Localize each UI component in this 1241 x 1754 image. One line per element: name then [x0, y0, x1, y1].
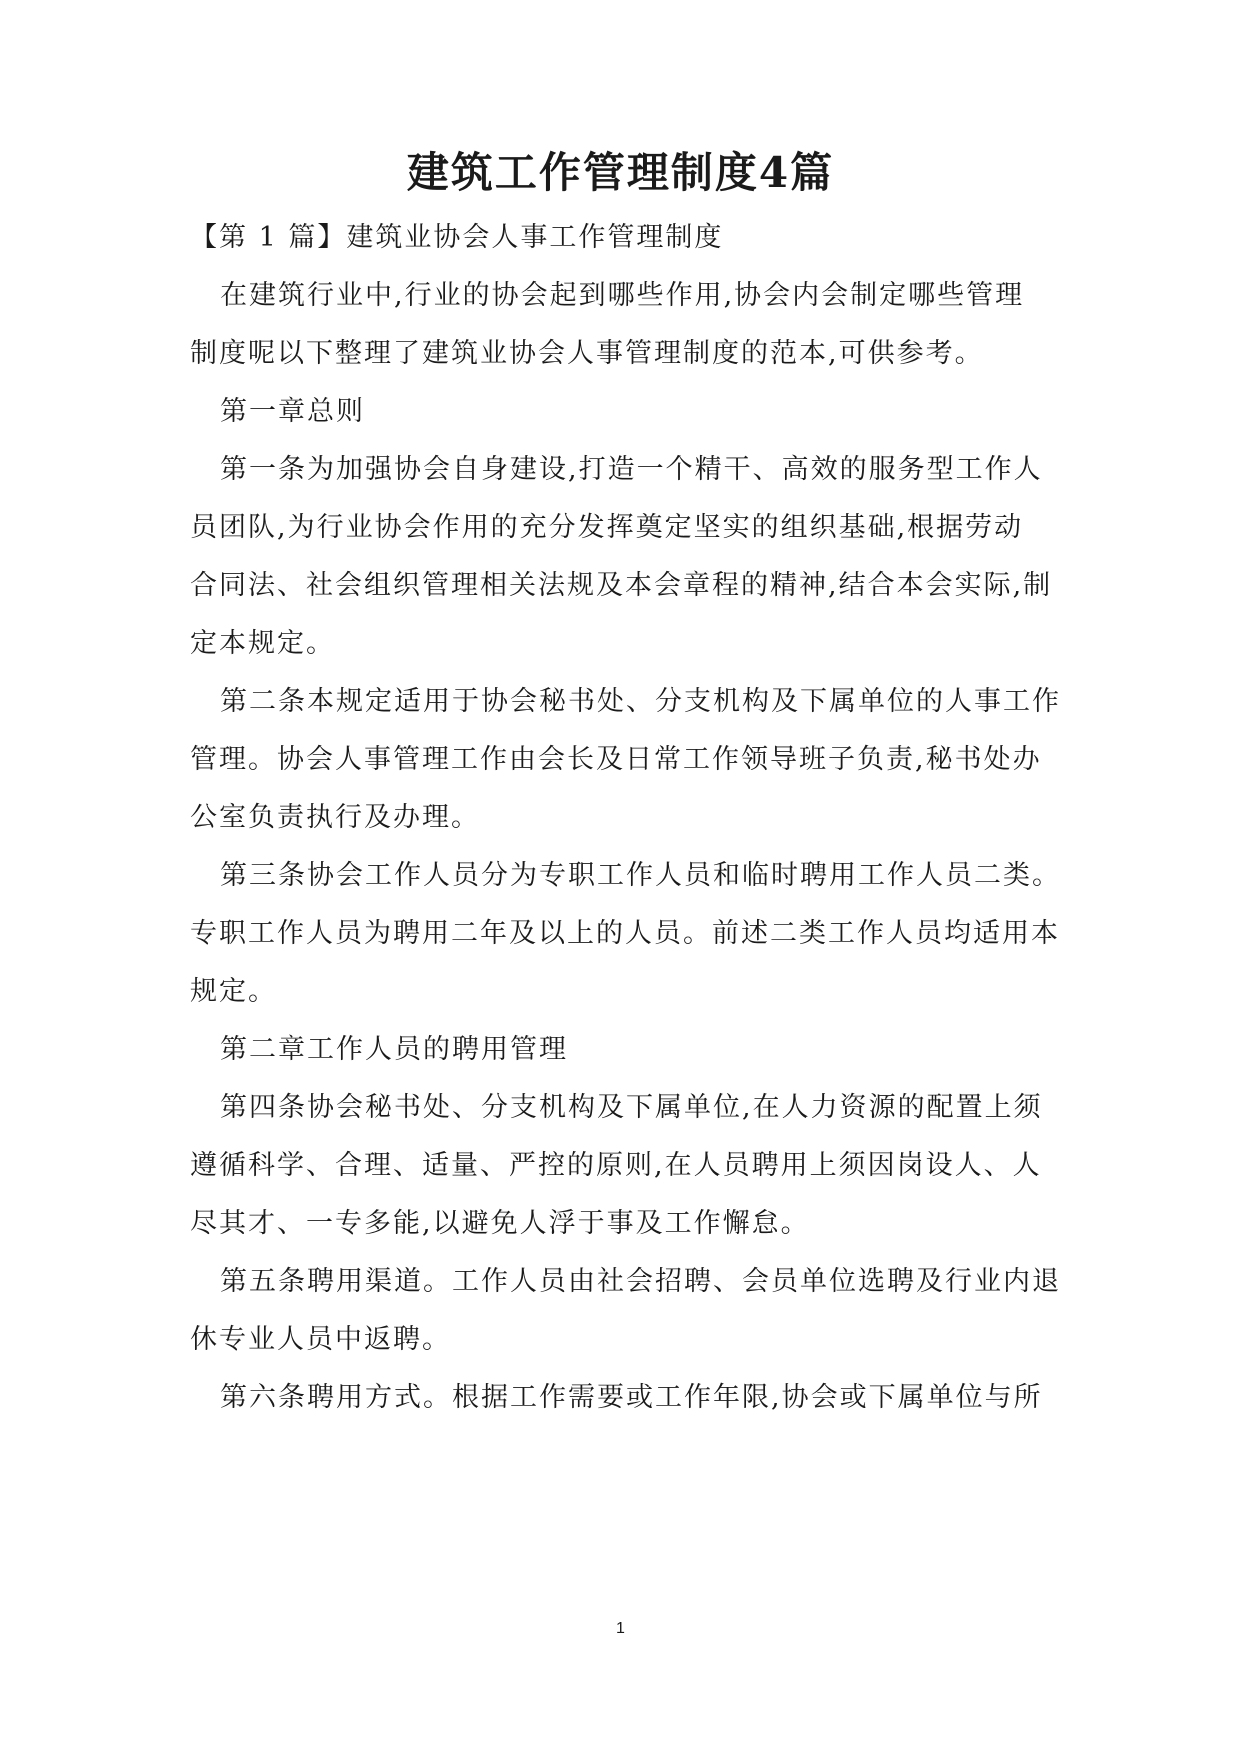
body-line: 遵循科学、合理、适量、严控的原则,在人员聘用上须因岗设人、人	[190, 1150, 1042, 1181]
chapter-heading: 第二章工作人员的聘用管理	[220, 1034, 568, 1065]
body-line: 休专业人员中返聘。	[190, 1324, 451, 1355]
page-title: 建筑工作管理制度4篇	[406, 148, 835, 197]
body-line: 员团队,为行业协会作用的充分发挥奠定坚实的组织基础,根据劳动	[190, 512, 1024, 543]
section-heading: 【第 1 篇】建筑业协会人事工作管理制度	[190, 222, 724, 253]
body-line: 定本规定。	[190, 628, 335, 659]
body-line: 公室负责执行及办理。	[190, 802, 480, 833]
body-line: 第五条聘用渠道。工作人员由社会招聘、会员单位选聘及行业内退	[220, 1266, 1061, 1297]
body-line: 管理。协会人事管理工作由会长及日常工作领导班子负责,秘书处办	[190, 744, 1042, 775]
body-line: 制度呢以下整理了建筑业协会人事管理制度的范本,可供参考。	[190, 338, 984, 369]
body-line: 第六条聘用方式。根据工作需要或工作年限,协会或下属单位与所	[220, 1382, 1043, 1413]
body-line: 规定。	[190, 976, 277, 1007]
body-line: 第一条为加强协会自身建设,打造一个精干、高效的服务型工作人	[220, 454, 1043, 485]
body-line: 第四条协会秘书处、分支机构及下属单位,在人力资源的配置上须	[220, 1092, 1043, 1123]
page-number: 1	[616, 1620, 625, 1637]
chapter-heading: 第一章总则	[220, 396, 365, 427]
body-line: 在建筑行业中,行业的协会起到哪些作用,协会内会制定哪些管理	[220, 280, 1025, 311]
body-line: 合同法、社会组织管理相关法规及本会章程的精神,结合本会实际,制	[190, 570, 1053, 601]
body-line: 专职工作人员为聘用二年及以上的人员。前述二类工作人员均适用本	[190, 918, 1060, 949]
body-line: 第三条协会工作人员分为专职工作人员和临时聘用工作人员二类。	[220, 860, 1061, 891]
body-line: 尽其才、一专多能,以避免人浮于事及工作懈怠。	[190, 1208, 810, 1239]
body-line: 第二条本规定适用于协会秘书处、分支机构及下属单位的人事工作	[220, 686, 1061, 717]
